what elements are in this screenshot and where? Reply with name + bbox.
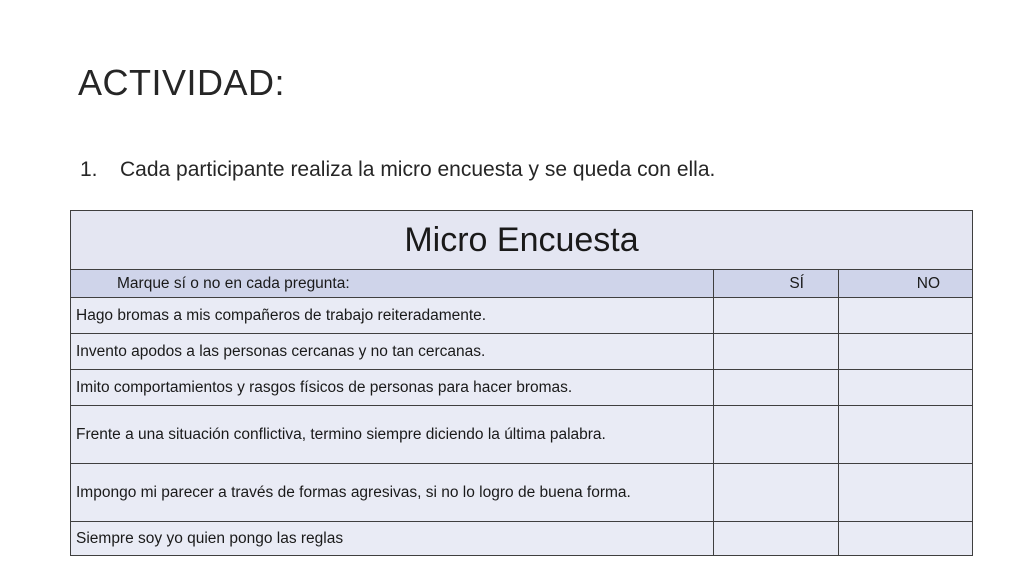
question-row <box>71 334 973 370</box>
question-text: Invento apodos a las personas cercanas y no tan cercanas. <box>71 334 714 370</box>
survey-title: Micro Encuesta <box>71 211 973 270</box>
no-answer-cell[interactable] <box>839 370 973 406</box>
survey-header-row <box>71 270 973 298</box>
no-answer-cell[interactable] <box>839 464 973 522</box>
slide-title: ACTIVIDAD: <box>78 62 286 103</box>
no-answer-cell[interactable] <box>839 334 973 370</box>
yes-column-header: SÍ <box>714 270 839 298</box>
yes-answer-cell[interactable] <box>714 334 839 370</box>
question-text: Imito comportamientos y rasgos físicos de personas para hacer bromas. <box>71 370 714 406</box>
instruction-item <box>80 158 715 182</box>
no-answer-cell[interactable] <box>839 406 973 464</box>
question-text: Hago bromas a mis compañeros de trabajo reiteradamente. <box>71 298 714 334</box>
no-column-header: NO <box>839 270 973 298</box>
survey-table <box>70 210 973 556</box>
question-row <box>71 522 973 556</box>
yes-answer-cell[interactable] <box>714 522 839 556</box>
question-text: Impongo mi parecer a través de formas agresivas, si no lo logro de buena forma. <box>71 464 714 522</box>
yes-answer-cell[interactable] <box>714 464 839 522</box>
question-text: Siempre soy yo quien pongo las reglas <box>71 522 714 556</box>
yes-answer-cell[interactable] <box>714 406 839 464</box>
yes-answer-cell[interactable] <box>714 370 839 406</box>
question-row <box>71 464 973 522</box>
question-text: Frente a una situación conflictiva, termino siempre diciendo la última palabra. <box>71 406 714 464</box>
question-column-header: Marque sí o no en cada pregunta: <box>71 270 714 298</box>
instruction-number: 1. <box>80 158 98 181</box>
question-row <box>71 406 973 464</box>
survey-title-row <box>71 211 973 270</box>
question-row <box>71 370 973 406</box>
yes-answer-cell[interactable] <box>714 298 839 334</box>
no-answer-cell[interactable] <box>839 522 973 556</box>
instruction-text: Cada participante realiza la micro encuesta y se queda con ella. <box>120 158 716 181</box>
question-row <box>71 298 973 334</box>
no-answer-cell[interactable] <box>839 298 973 334</box>
